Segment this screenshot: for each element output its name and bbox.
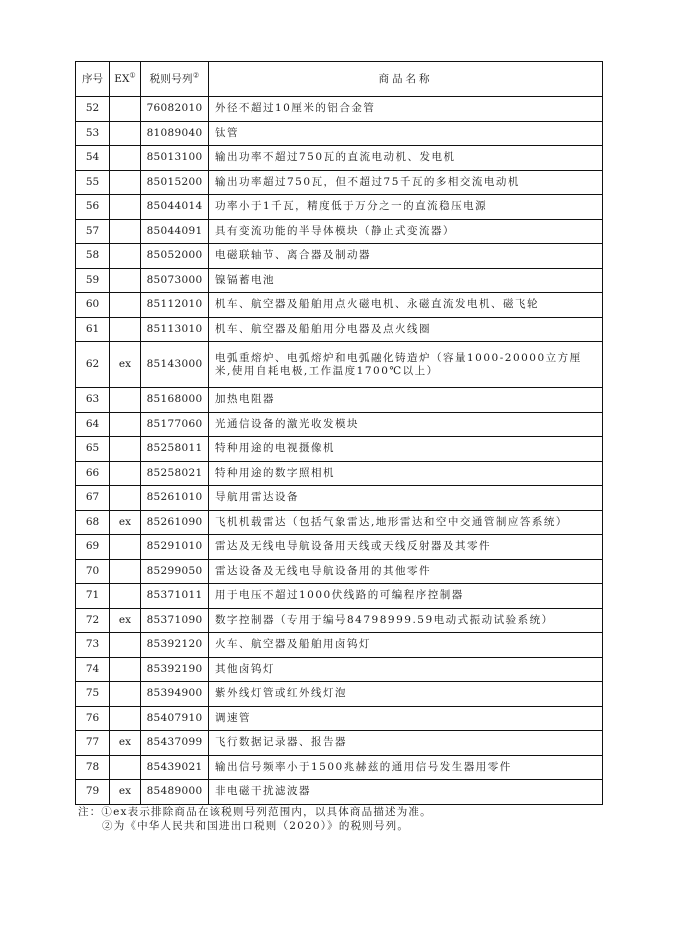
cell-commodity-name: 雷达及无线电导航设备用天线或天线反射器及其零件 [209, 535, 603, 560]
cell-ex: ex [110, 342, 141, 388]
cell-commodity-name: 导航用雷达设备 [209, 486, 603, 511]
cell-tariff-code: 85437099 [141, 731, 209, 756]
cell-commodity-name: 输出功率超过750瓦，但不超过75千瓦的多相交流电动机 [209, 170, 603, 195]
cell-serial-no: 67 [76, 486, 110, 511]
cell-ex [110, 121, 141, 146]
cell-commodity-name: 加热电阻器 [209, 388, 603, 413]
cell-serial-no: 75 [76, 682, 110, 707]
table-header-row [76, 62, 603, 97]
cell-commodity-name: 外径不超过10厘米的铝合金管 [209, 97, 603, 122]
cell-commodity-name: 钛管 [209, 121, 603, 146]
cell-commodity-name: 特种用途的电视摄像机 [209, 437, 603, 462]
table-row [76, 412, 603, 437]
header-ex-footnote-mark: ① [129, 71, 136, 79]
cell-ex [110, 170, 141, 195]
cell-serial-no: 61 [76, 317, 110, 342]
table-row [76, 293, 603, 318]
footnotes [78, 805, 432, 833]
cell-commodity-name: 输出信号频率小于1500兆赫兹的通用信号发生器用零件 [209, 755, 603, 780]
cell-tariff-code: 85392120 [141, 633, 209, 658]
cell-commodity-name: 电磁联轴节、离合器及制动器 [209, 244, 603, 269]
cell-ex [110, 388, 141, 413]
cell-tariff-code: 85052000 [141, 244, 209, 269]
cell-ex [110, 535, 141, 560]
footnote-2: ②为《中华人民共和国进出口税则（2020）》的税则号列。 [102, 820, 410, 832]
cell-serial-no: 53 [76, 121, 110, 146]
table-row [76, 780, 603, 805]
cell-ex [110, 633, 141, 658]
cell-tariff-code: 85258011 [141, 437, 209, 462]
header-commodity-name: 商品名称 [209, 62, 603, 97]
cell-commodity-name: 非电磁干扰滤波器 [209, 780, 603, 805]
cell-ex [110, 437, 141, 462]
cell-ex [110, 97, 141, 122]
cell-serial-no: 58 [76, 244, 110, 269]
table-row [76, 244, 603, 269]
cell-tariff-code: 85177060 [141, 412, 209, 437]
header-code-footnote-mark: ② [192, 71, 200, 79]
cell-serial-no: 71 [76, 584, 110, 609]
table-row [76, 219, 603, 244]
cell-serial-no: 57 [76, 219, 110, 244]
cell-ex [110, 682, 141, 707]
header-tariff-code [141, 62, 209, 97]
cell-commodity-name: 调速管 [209, 706, 603, 731]
cell-ex [110, 486, 141, 511]
cell-ex [110, 268, 141, 293]
cell-commodity-name: 雷达设备及无线电导航设备用的其他零件 [209, 559, 603, 584]
table-row [76, 510, 603, 535]
cell-serial-no: 52 [76, 97, 110, 122]
cell-tariff-code: 85168000 [141, 388, 209, 413]
table-row [76, 584, 603, 609]
table-row [76, 559, 603, 584]
cell-tariff-code: 85258021 [141, 461, 209, 486]
cell-commodity-name: 飞机机载雷达（包括气象雷达,地形雷达和空中交通管制应答系统） [209, 510, 603, 535]
cell-serial-no: 68 [76, 510, 110, 535]
cell-commodity-name: 数字控制器（专用于编号84798999.59电动式振动试验系统） [209, 608, 603, 633]
table-row [76, 461, 603, 486]
cell-tariff-code: 85299050 [141, 559, 209, 584]
table-row [76, 682, 603, 707]
cell-tariff-code: 85143000 [141, 342, 209, 388]
cell-ex [110, 412, 141, 437]
cell-tariff-code: 85113010 [141, 317, 209, 342]
table-row [76, 437, 603, 462]
cell-serial-no: 56 [76, 195, 110, 220]
table-row [76, 657, 603, 682]
cell-serial-no: 78 [76, 755, 110, 780]
cell-tariff-code: 85489000 [141, 780, 209, 805]
cell-commodity-name: 电弧重熔炉、电弧熔炉和电弧融化铸造炉（容量1000-20000立方厘米,使用自耗电极,工作温度1700℃以上） [209, 342, 603, 388]
header-ex-label: EX [114, 72, 130, 85]
cell-tariff-code: 85013100 [141, 146, 209, 171]
cell-ex [110, 317, 141, 342]
cell-serial-no: 74 [76, 657, 110, 682]
cell-commodity-name: 用于电压不超过1000伏线路的可编程序控制器 [209, 584, 603, 609]
cell-ex [110, 195, 141, 220]
cell-commodity-name: 镍镉蓄电池 [209, 268, 603, 293]
table-row [76, 268, 603, 293]
table-row [76, 706, 603, 731]
cell-ex [110, 584, 141, 609]
cell-ex: ex [110, 510, 141, 535]
cell-tariff-code: 85291010 [141, 535, 209, 560]
cell-ex [110, 706, 141, 731]
table-row [76, 608, 603, 633]
cell-commodity-name: 光通信设备的激光收发模块 [209, 412, 603, 437]
cell-tariff-code: 85261010 [141, 486, 209, 511]
cell-commodity-name: 机车、航空器及船舶用点火磁电机、永磁直流发电机、磁飞轮 [209, 293, 603, 318]
table-row [76, 342, 603, 388]
cell-serial-no: 64 [76, 412, 110, 437]
table-row [76, 195, 603, 220]
cell-ex [110, 461, 141, 486]
cell-serial-no: 55 [76, 170, 110, 195]
cell-ex [110, 146, 141, 171]
cell-tariff-code: 85439021 [141, 755, 209, 780]
header-ex [110, 62, 141, 97]
cell-serial-no: 66 [76, 461, 110, 486]
cell-serial-no: 65 [76, 437, 110, 462]
table-row [76, 755, 603, 780]
cell-ex: ex [110, 608, 141, 633]
table-row [76, 146, 603, 171]
cell-serial-no: 63 [76, 388, 110, 413]
cell-ex [110, 293, 141, 318]
cell-serial-no: 76 [76, 706, 110, 731]
cell-commodity-name: 其他卤钨灯 [209, 657, 603, 682]
cell-commodity-name: 具有变流功能的半导体模块（静止式变流器） [209, 219, 603, 244]
cell-ex [110, 559, 141, 584]
cell-ex [110, 755, 141, 780]
cell-commodity-name: 机车、航空器及船舶用分电器及点火线圈 [209, 317, 603, 342]
cell-commodity-name: 紫外线灯管或红外线灯泡 [209, 682, 603, 707]
cell-ex [110, 219, 141, 244]
table-row [76, 97, 603, 122]
cell-commodity-name: 火车、航空器及船舶用卤钨灯 [209, 633, 603, 658]
table-row [76, 633, 603, 658]
cell-serial-no: 70 [76, 559, 110, 584]
cell-serial-no: 59 [76, 268, 110, 293]
cell-serial-no: 79 [76, 780, 110, 805]
cell-tariff-code: 85044014 [141, 195, 209, 220]
cell-tariff-code: 76082010 [141, 97, 209, 122]
cell-commodity-name: 功率小于1千瓦，精度低于万分之一的直流稳压电源 [209, 195, 603, 220]
cell-tariff-code: 85371011 [141, 584, 209, 609]
table-row [76, 535, 603, 560]
cell-tariff-code: 85371090 [141, 608, 209, 633]
commodity-table [75, 61, 603, 805]
cell-ex [110, 244, 141, 269]
cell-serial-no: 60 [76, 293, 110, 318]
cell-ex: ex [110, 731, 141, 756]
cell-ex [110, 657, 141, 682]
footnote-1: 注：①ex表示排除商品在该税则号列范围内，以具体商品描述为准。 [78, 806, 432, 818]
table-row [76, 486, 603, 511]
cell-serial-no: 69 [76, 535, 110, 560]
cell-serial-no: 54 [76, 146, 110, 171]
cell-serial-no: 72 [76, 608, 110, 633]
cell-tariff-code: 85394900 [141, 682, 209, 707]
cell-ex: ex [110, 780, 141, 805]
header-serial-no: 序号 [76, 62, 110, 97]
cell-serial-no: 62 [76, 342, 110, 388]
cell-serial-no: 73 [76, 633, 110, 658]
cell-tariff-code: 81089040 [141, 121, 209, 146]
cell-tariff-code: 85044091 [141, 219, 209, 244]
table-body [76, 97, 603, 805]
cell-tariff-code: 85407910 [141, 706, 209, 731]
cell-commodity-name: 输出功率不超过750瓦的直流电动机、发电机 [209, 146, 603, 171]
table-row [76, 170, 603, 195]
table-row [76, 388, 603, 413]
cell-tariff-code: 85261090 [141, 510, 209, 535]
table-row [76, 731, 603, 756]
cell-tariff-code: 85015200 [141, 170, 209, 195]
cell-tariff-code: 85392190 [141, 657, 209, 682]
cell-commodity-name: 飞行数据记录器、报告器 [209, 731, 603, 756]
cell-tariff-code: 85073000 [141, 268, 209, 293]
header-tariff-code-label: 税则号列 [149, 72, 193, 85]
table-row [76, 317, 603, 342]
table-row [76, 121, 603, 146]
cell-serial-no: 77 [76, 731, 110, 756]
cell-tariff-code: 85112010 [141, 293, 209, 318]
cell-commodity-name: 特种用途的数字照相机 [209, 461, 603, 486]
